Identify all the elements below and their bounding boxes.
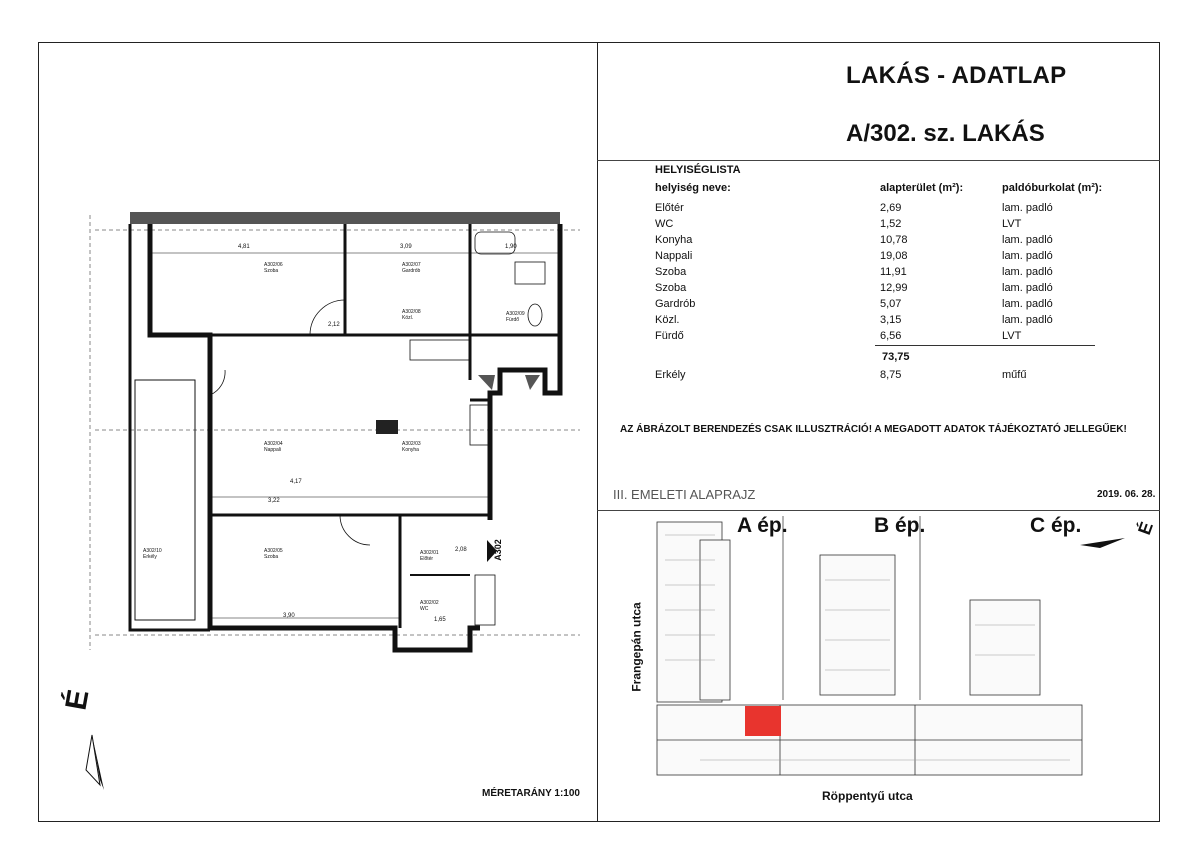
building-b-label: B ép. [874,514,926,537]
unit-section-tag: A302 [492,539,503,561]
date-label: 2019. 06. 28. [1097,489,1156,500]
floor-plan-label: III. EMELETI ALAPRAJZ [613,487,756,502]
dimension-label: 1,90 [505,244,517,250]
dimension-label: 3,22 [268,498,280,504]
room-tag: A302/01 Előtér [420,550,439,562]
room-row: Nappali 19,08 lam. padló [655,250,1053,262]
room-tag: A302/02 WC [420,600,439,612]
dimension-label: 1,65 [434,617,446,623]
room-row: Szoba 11,91 lam. padló [655,266,1053,278]
dimension-label: 2,12 [328,322,340,328]
site-north-arrow-icon [1080,538,1125,548]
room-tag: A302/05 Szoba [264,548,283,560]
col-header-area: alapterület (m²): [880,182,964,194]
room-tag: A302/08 Közl. [402,309,421,321]
dimension-label: 4,81 [238,244,250,250]
room-tag: A302/04 Nappali [264,441,283,453]
room-row: Fürdő 6,56 LVT [655,330,1022,342]
street-bottom-label: Röppentyű utca [822,789,913,803]
disclaimer-notice: AZ ÁBRÁZOLT BERENDEZÉS CSAK ILLUSZTRÁCIÓ! A MEGADOTT ADATOK TÁJÉKOZTATÓ JELLEGŰEK! [620,424,1127,435]
room-tag: A302/03 Konyha [402,441,421,453]
room-tag: A302/07 Gardrób [402,262,421,274]
building-c-label: C ép. [1030,514,1082,537]
scale-label: MÉRETARÁNY 1:100 [482,788,580,799]
room-row: Közl. 3,15 lam. padló [655,314,1053,326]
site-highlight-unit [745,706,781,736]
column [376,420,398,434]
dimension-label: 2,08 [455,547,467,553]
balcony-row: Erkély 8,75 műfű [655,369,1027,381]
building-a-label: A ép. [737,514,788,537]
room-row: WC 1,52 LVT [655,218,1022,230]
room-tag: A302/06 Szoba [264,262,283,274]
site-plan [657,522,1082,775]
dimension-label: 3,09 [400,244,412,250]
total-rule [875,345,1095,346]
north-label: É [59,687,96,713]
room-row: Gardrób 5,07 lam. padló [655,298,1053,310]
room-list-title: HELYISÉGLISTA [655,164,741,176]
col-header-name: helyiség neve: [655,182,731,194]
room-row: Szoba 12,99 lam. padló [655,282,1053,294]
room-tag: A302/10 Erkély [143,548,162,560]
room-row: Előtér 2,69 lam. padló [655,202,1053,214]
dimension-label: 4,17 [290,479,302,485]
dimension-label: 3,90 [283,613,295,619]
unit-title: A/302. sz. LAKÁS [846,120,1045,147]
total-area: 73,75 [882,351,910,363]
page-title: LAKÁS - ADATLAP [846,62,1067,89]
col-header-floor: paldóburkolat (m²): [1002,182,1103,194]
room-row: Konyha 10,78 lam. padló [655,234,1053,246]
street-left-label: Frangepán utca [629,602,644,692]
site-north-label: É [1134,519,1157,538]
room-tag: A302/09 Fürdő [506,311,525,323]
